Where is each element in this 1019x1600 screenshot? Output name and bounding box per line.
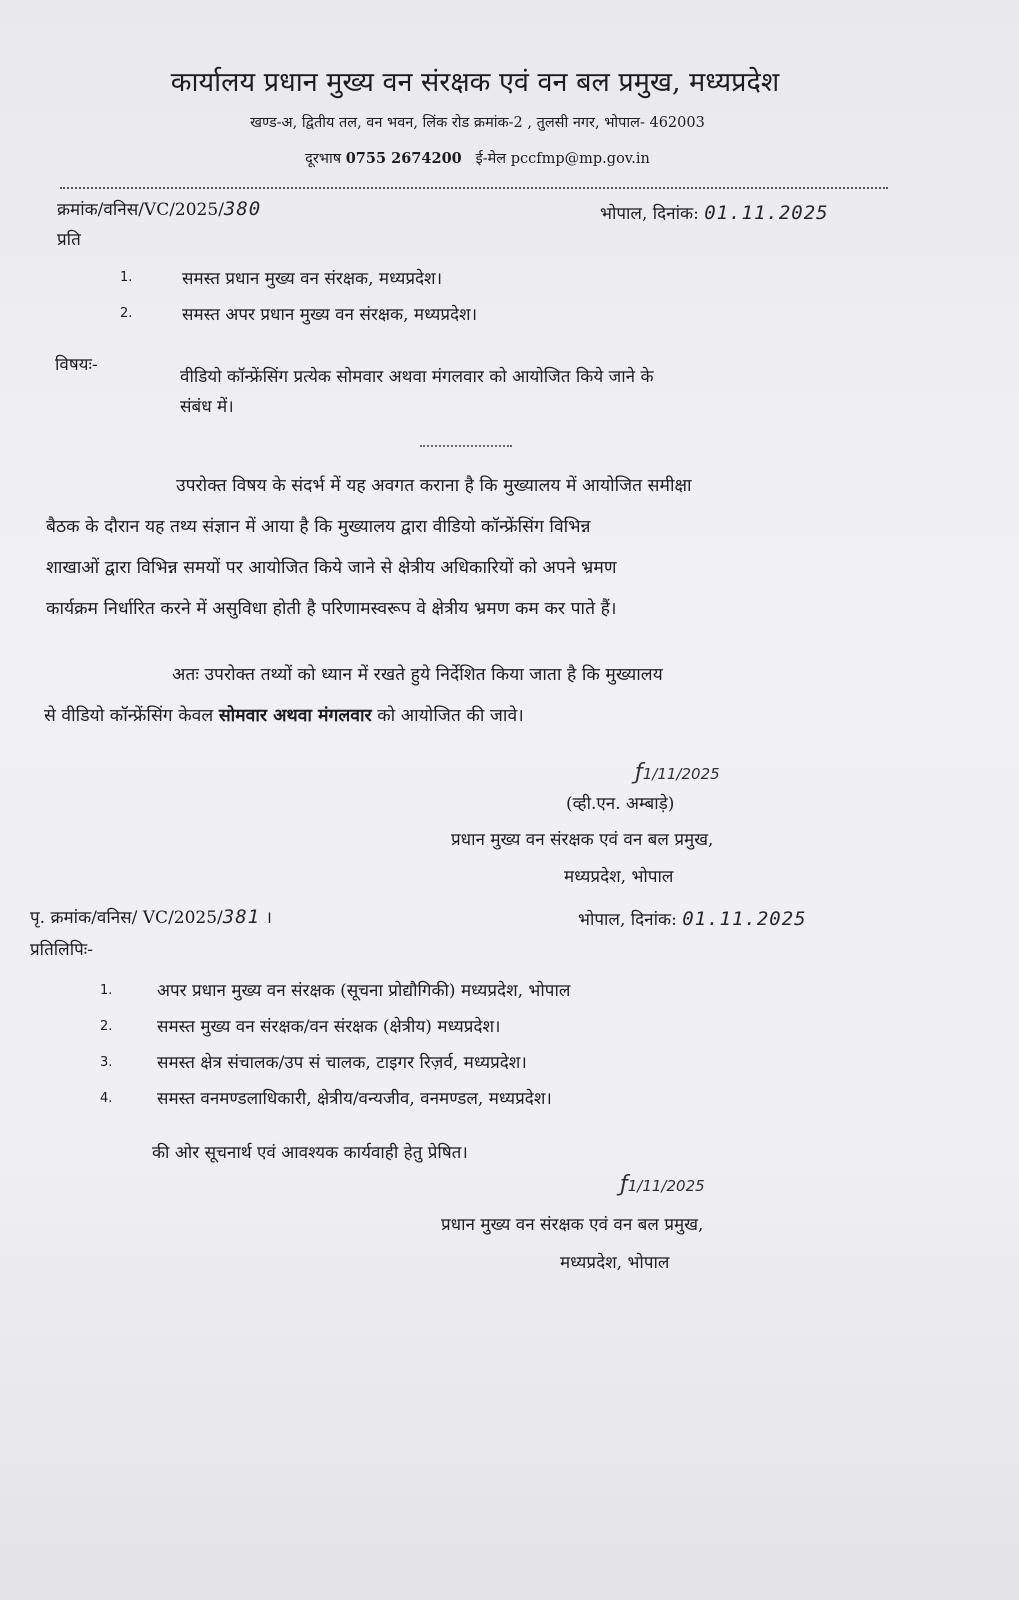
date-handwritten: 01.11.2025 [704, 202, 829, 224]
signature-date: 1/11/2025 [642, 765, 720, 783]
body-paragraph-2 [44, 655, 663, 737]
signatory-place: मध्यप्रदेश, भोपाल [564, 867, 674, 887]
copy-signatory-designation: प्रधान मुख्य वन संरक्षक एवं वन बल प्रमुख, [441, 1215, 704, 1235]
copy-label: प्रतिलिपिः- [30, 940, 93, 960]
copy-signatory-place: मध्यप्रदेश, भोपाल [560, 1253, 670, 1273]
signatory-name: (व्ही.एन. अम्बाड़े) [566, 794, 675, 814]
copy-date [578, 907, 807, 930]
email-address: pccfmp@mp.gov.in [510, 151, 650, 167]
copy-ref-number: पृ. क्रमांक/वनिस/ VC/2025/381 । [30, 906, 272, 928]
subject-label: विषयः- [55, 355, 98, 375]
paragraph-line: उपरोक्त विषय के संदर्भ में यह अवगत कराना है कि मुख्यालय में आयोजित समीक्षा [176, 476, 692, 496]
letter-date [600, 201, 829, 224]
paragraph-line: अतः उपरोक्त तथ्यों को ध्यान में रखते हुये निर्देशित किया जाता है कि मुख्यालय [172, 665, 663, 685]
office-title: कार्यालय प्रधान मुख्य वन संरक्षक एवं वन बल प्रमुख, मध्यप्रदेश [170, 67, 780, 98]
phone-label: दूरभाष [305, 151, 342, 167]
phone-number: 0755 2674200 [345, 150, 462, 167]
signature-initials: ƒ1/11/2025 [635, 760, 720, 785]
recipient-number: 2. [120, 306, 133, 321]
place-date-label: भोपाल, दिनांक: [600, 204, 699, 224]
letter-ref-number [57, 197, 261, 220]
copy-signature-initials: ƒ1/11/2025 [620, 1172, 705, 1197]
body-paragraph-1 [46, 466, 692, 630]
paragraph-line [44, 696, 663, 737]
ref-handwritten: 380 [223, 198, 262, 220]
para2-emphasis: सोमवार अथवा मंगलवार [218, 706, 372, 726]
email-label: ई-मेल [475, 151, 507, 167]
ref-text: क्रमांक/वनिस/VC/2025/ [57, 200, 224, 220]
copy-item-number: 1. [100, 983, 113, 998]
copy-item-number: 3. [100, 1055, 113, 1070]
copy-item: समस्त मुख्य वन संरक्षक/वन संरक्षक (क्षेत्रीय) मध्यप्रदेश। [157, 1017, 501, 1037]
copy-item: समस्त वनमण्डलाधिकारी, क्षेत्रीय/वन्यजीव, वनमण्डल, मध्यप्रदेश। [157, 1089, 552, 1109]
para2-text-start: से वीडियो कॉन्फ्रेंसिंग केवल [44, 706, 219, 726]
paragraph-line: बैठक के दौरान यह तथ्य संज्ञान में आया है कि मुख्यालय द्वारा वीडियो कॉन्फ्रेंसिंग विभिन्न [46, 517, 591, 537]
paragraph-line: शाखाओं द्वारा विभिन्न समयों पर आयोजित किये जाने से क्षेत्रीय अधिकारियों को अपने भ्रमण [46, 558, 617, 578]
copy-item: अपर प्रधान मुख्य वन संरक्षक (सूचना प्रोद्यौगिकी) मध्यप्रदेश, भोपाल [157, 981, 571, 1001]
copy-closing-note: की ओर सूचनार्थ एवं आवश्यक कार्यवाही हेतु प्रेषित। [152, 1143, 468, 1163]
copy-place-date-label: भोपाल, दिनांक: [578, 910, 677, 930]
recipient-number: 1. [120, 270, 133, 285]
para2-text-end: को आयोजित की जावे। [371, 706, 524, 726]
paragraph-line: कार्यक्रम निर्धारित करने में असुविधा होती है परिणामस्वरूप वे क्षेत्रीय भ्रमण कम कर पाते हैं। [46, 599, 617, 619]
subject-line: संबंध में। [180, 397, 234, 417]
copy-item-number: 4. [100, 1091, 113, 1106]
copy-date-handwritten: 01.11.2025 [682, 908, 807, 930]
subject-line: वीडियो कॉन्फ्रेंसिंग प्रत्येक सोमवार अथवा मंगलवार को आयोजित किये जाने के [180, 367, 654, 387]
copy-item-number: 2. [100, 1019, 113, 1034]
to-label: प्रति [57, 230, 81, 250]
signatory-designation: प्रधान मुख्य वन संरक्षक एवं वन बल प्रमुख, [451, 830, 714, 850]
recipient-item: समस्त प्रधान मुख्य वन संरक्षक, मध्यप्रदेश। [182, 269, 443, 289]
subject-separator [420, 445, 512, 447]
copy-item: समस्त क्षेत्र संचालक/उप सं चालक, टाइगर रिज़र्व, मध्यप्रदेश। [157, 1053, 527, 1073]
copy-ref-text: पृ. क्रमांक/वनिस/ VC/2025/ [30, 908, 223, 928]
copy-signature-date: 1/11/2025 [627, 1177, 705, 1195]
header-divider [60, 187, 888, 189]
office-contact [0, 148, 955, 168]
office-address: खण्ड-अ, द्वितीय तल, वन भवन, लिंक रोड क्रमांक-2 , तुलसी नगर, भोपाल- 462003 [250, 115, 705, 131]
copy-ref-handwritten: 381 [222, 906, 261, 928]
recipient-item: समस्त अपर प्रधान मुख्य वन संरक्षक, मध्यप्रदेश। [182, 305, 478, 325]
